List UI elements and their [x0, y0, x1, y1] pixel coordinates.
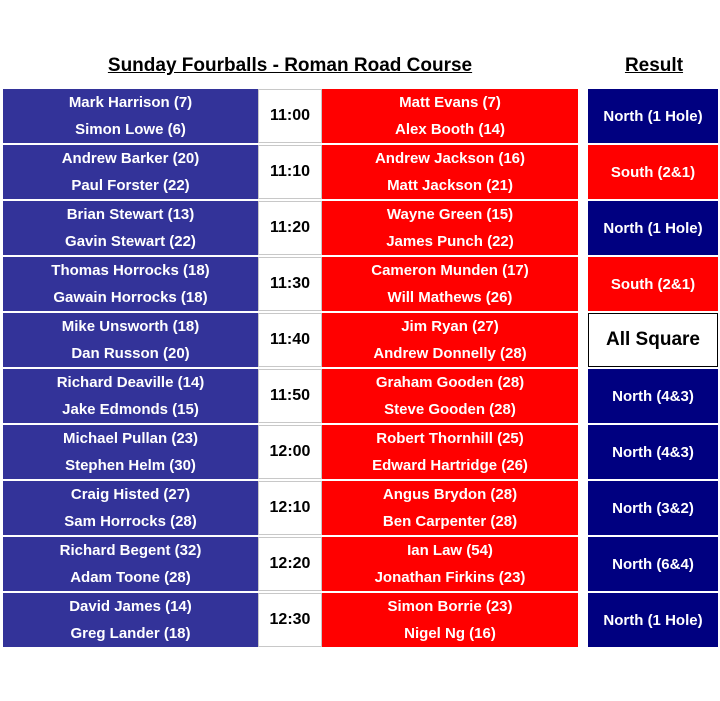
- tee-time: 11:50: [258, 369, 322, 423]
- north-pair-cell: [3, 481, 258, 535]
- match-row: [0, 145, 720, 201]
- match-result: North (3&2): [588, 481, 718, 535]
- north-pair-cell: [3, 369, 258, 423]
- south-pair-cell: [322, 145, 578, 199]
- south-pair-cell: [322, 313, 578, 367]
- north-player: Mike Unsworth (18): [61, 317, 200, 335]
- north-player: Sam Horrocks (28): [64, 512, 197, 530]
- match-result: South (2&1): [588, 257, 718, 311]
- north-player: Thomas Horrocks (18): [51, 261, 210, 279]
- north-player: Brian Stewart (13): [66, 205, 195, 223]
- match-row: [0, 257, 720, 313]
- north-player: Jake Edmonds (15): [62, 400, 199, 418]
- south-player: Matt Jackson (21): [387, 176, 513, 194]
- match-result: North (1 Hole): [588, 89, 718, 143]
- match-result: North (1 Hole): [588, 593, 718, 647]
- tee-time: 11:00: [258, 89, 322, 143]
- south-pair-cell: [322, 425, 578, 479]
- tee-time: 11:10: [258, 145, 322, 199]
- north-player: Richard Begent (32): [59, 541, 202, 559]
- match-result: North (4&3): [588, 369, 718, 423]
- north-player: Mark Harrison (7): [68, 93, 193, 111]
- north-player: David James (14): [69, 597, 192, 615]
- south-player: Andrew Donnelly (28): [373, 344, 527, 362]
- tee-time: 11:40: [258, 313, 322, 367]
- match-row: [0, 201, 720, 257]
- north-pair-cell: [3, 89, 258, 143]
- fixtures-table: [0, 89, 720, 649]
- north-pair-cell: [3, 201, 258, 255]
- south-player: Angus Brydon (28): [382, 485, 518, 503]
- south-player: Ben Carpenter (28): [382, 512, 518, 530]
- north-player: Richard Deaville (14): [56, 373, 205, 391]
- north-player: Stephen Helm (30): [65, 456, 196, 474]
- south-player: Matt Evans (7): [399, 93, 501, 111]
- page-title: Sunday Fourballs - Roman Road Course: [107, 55, 473, 76]
- north-player: Craig Histed (27): [70, 485, 191, 503]
- south-pair-cell: [322, 481, 578, 535]
- south-player: Andrew Jackson (16): [374, 149, 526, 167]
- match-result: North (1 Hole): [588, 201, 718, 255]
- south-player: Wayne Green (15): [386, 205, 514, 223]
- south-player: Nigel Ng (16): [404, 624, 496, 642]
- match-result: North (6&4): [588, 537, 718, 591]
- north-player: Andrew Barker (20): [61, 149, 200, 167]
- tee-time: 12:20: [258, 537, 322, 591]
- match-row: [0, 537, 720, 593]
- match-row: [0, 593, 720, 649]
- north-player: Gavin Stewart (22): [65, 232, 196, 250]
- north-pair-cell: [3, 593, 258, 647]
- south-player: Jonathan Firkins (23): [374, 568, 526, 586]
- south-player: Jim Ryan (27): [401, 317, 499, 335]
- south-pair-cell: [322, 89, 578, 143]
- south-player: Ian Law (54): [407, 541, 493, 559]
- match-row: [0, 89, 720, 145]
- result-column-header: Result: [624, 55, 684, 76]
- north-player: Adam Toone (28): [70, 568, 191, 586]
- south-player: Simon Borrie (23): [387, 597, 513, 615]
- south-player: Alex Booth (14): [394, 120, 505, 138]
- north-player: Michael Pullan (23): [62, 429, 199, 447]
- north-player: Simon Lowe (6): [75, 120, 186, 138]
- match-row: [0, 425, 720, 481]
- north-player: Paul Forster (22): [71, 176, 190, 194]
- south-pair-cell: [322, 537, 578, 591]
- south-player: Graham Gooden (28): [375, 373, 525, 391]
- north-player: Greg Lander (18): [70, 624, 191, 642]
- match-result: North (4&3): [588, 425, 718, 479]
- north-pair-cell: [3, 313, 258, 367]
- north-pair-cell: [3, 257, 258, 311]
- match-row: [0, 313, 720, 369]
- south-player: Will Mathews (26): [387, 288, 513, 306]
- north-player: Gawain Horrocks (18): [53, 288, 208, 306]
- south-pair-cell: [322, 593, 578, 647]
- south-player: Cameron Munden (17): [371, 261, 529, 279]
- north-pair-cell: [3, 145, 258, 199]
- north-pair-cell: [3, 537, 258, 591]
- tee-time: 11:30: [258, 257, 322, 311]
- north-pair-cell: [3, 425, 258, 479]
- south-player: Edward Hartridge (26): [372, 456, 528, 474]
- tee-time: 12:00: [258, 425, 322, 479]
- south-pair-cell: [322, 369, 578, 423]
- south-pair-cell: [322, 201, 578, 255]
- tee-time: 12:10: [258, 481, 322, 535]
- tee-time: 11:20: [258, 201, 322, 255]
- match-row: [0, 369, 720, 425]
- south-player: James Punch (22): [386, 232, 514, 250]
- tee-time: 12:30: [258, 593, 322, 647]
- north-player: Dan Russon (20): [71, 344, 190, 362]
- south-player: Steve Gooden (28): [384, 400, 516, 418]
- south-player: Robert Thornhill (25): [376, 429, 524, 447]
- match-result: All Square: [588, 313, 718, 367]
- match-result: South (2&1): [588, 145, 718, 199]
- south-pair-cell: [322, 257, 578, 311]
- match-row: [0, 481, 720, 537]
